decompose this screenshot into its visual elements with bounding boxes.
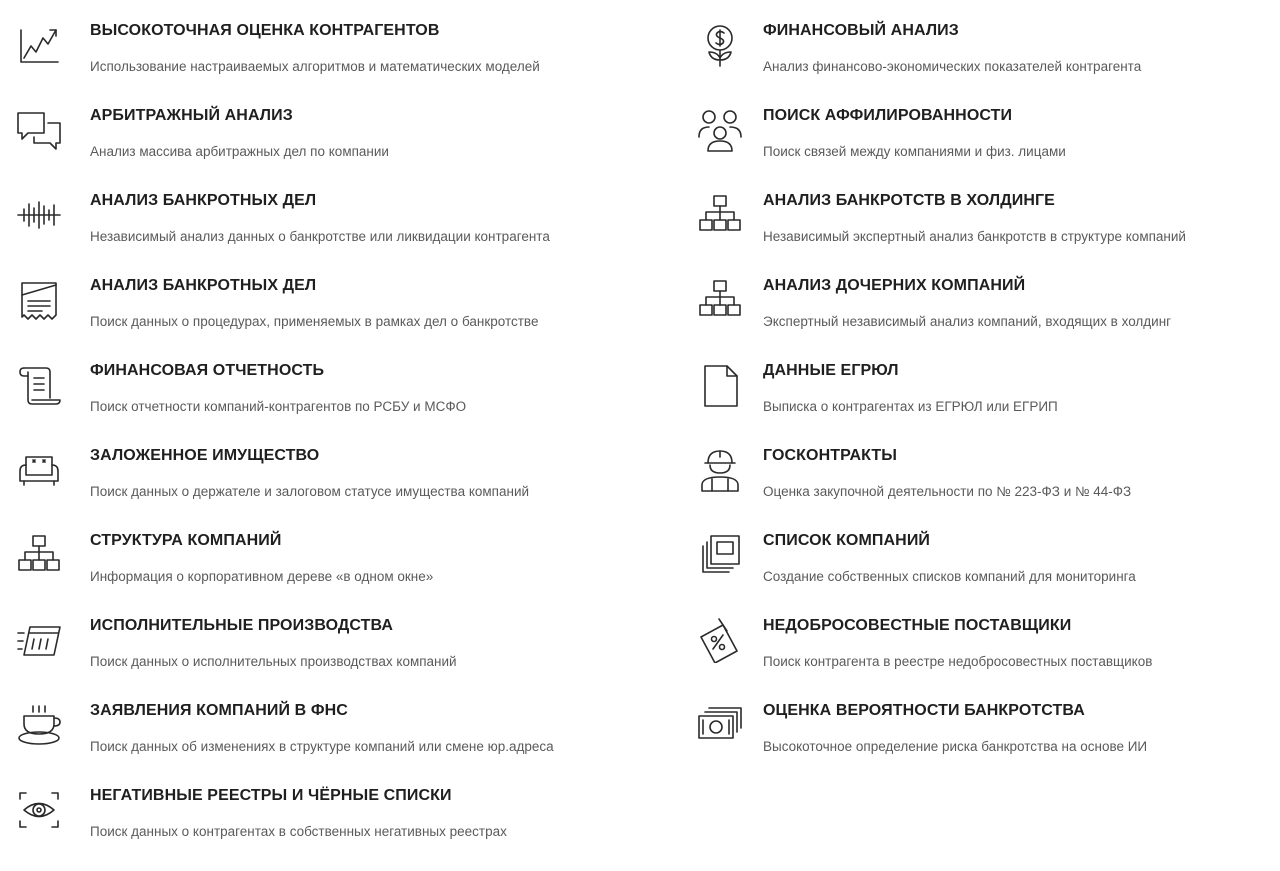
org-structure-icon [16, 532, 62, 578]
discount-tag-icon [697, 617, 743, 663]
feature-title: АНАЛИЗ БАНКРОТСТВ В ХОЛДИНГЕ [763, 192, 1055, 209]
feature-title: СТРУКТУРА КОМПАНИЙ [90, 532, 282, 549]
feature-title: ВЫСОКОТОЧНАЯ ОЦЕНКА КОНТРАГЕНТОВ [90, 22, 440, 39]
feature-title: ЗАЯВЛЕНИЯ КОМПАНИЙ В ФНС [90, 702, 348, 719]
feature-description: Оценка закупочной деятельности по № 223-ФЗ и № 44-ФЗ [763, 484, 1132, 499]
feature-title: ЗАЛОЖЕННОЕ ИМУЩЕСТВО [90, 447, 320, 464]
feature-title: ДАННЫЕ ЕГРЮЛ [763, 362, 899, 379]
feature-title: АНАЛИЗ ДОЧЕРНИХ КОМПАНИЙ [763, 277, 1026, 294]
people-group-icon [697, 107, 743, 153]
feature-title: АРБИТРАЖНЫЙ АНАЛИЗ [90, 107, 293, 124]
worker-helmet-icon [697, 447, 743, 493]
feature-title: ИСПОЛНИТЕЛЬНЫЕ ПРОИЗВОДСТВА [90, 617, 394, 634]
org-structure-icon [697, 277, 743, 323]
feature-description: Высокоточное определение риска банкротства на основе ИИ [763, 739, 1148, 754]
chat-bubbles-icon [16, 107, 62, 153]
feature-description: Поиск данных о исполнительных производствах компаний [90, 654, 457, 669]
coffee-cup-icon [16, 702, 62, 748]
feature-description: Информация о корпоративном дереве «в одном окне» [90, 569, 434, 584]
feature-title: ГОСКОНТРАКТЫ [763, 447, 898, 464]
feature-description: Независимый экспертный анализ банкротств в структуре компаний [763, 229, 1186, 244]
feature-title: ПОИСК АФФИЛИРОВАННОСТИ [763, 107, 1013, 124]
feature-description: Поиск данных о контрагентах в собственных негативных реестрах [90, 824, 507, 839]
feature-description: Поиск связей между компаниями и физ. лицами [763, 144, 1066, 159]
feature-description: Поиск данных об изменениях в структуре компаний или смене юр.адреса [90, 739, 554, 754]
feature-title: НЕДОБРОСОВЕСТНЫЕ ПОСТАВЩИКИ [763, 617, 1072, 634]
feature-description: Анализ массива арбитражных дел по компании [90, 144, 389, 159]
feature-title: ФИНАНСОВЫЙ АНАЛИЗ [763, 22, 959, 39]
feature-description: Использование настраиваемых алгоритмов и математических моделей [90, 59, 540, 74]
document-icon [697, 362, 743, 408]
cash-stack-icon [697, 702, 743, 748]
feature-title: АНАЛИЗ БАНКРОТНЫХ ДЕЛ [90, 192, 317, 209]
feature-description: Независимый анализ данных о банкротстве или ликвидации контрагента [90, 229, 550, 244]
feature-description: Поиск данных о процедурах, применяемых в рамках дел о банкротстве [90, 314, 539, 329]
eye-scan-icon [16, 787, 62, 833]
sofa-icon [16, 447, 62, 493]
feature-title: НЕГАТИВНЫЕ РЕЕСТРЫ И ЧЁРНЫЕ СПИСКИ [90, 787, 452, 804]
feature-description: Поиск контрагента в реестре недобросовестных поставщиков [763, 654, 1153, 669]
growth-chart-icon [16, 22, 62, 68]
feature-description: Поиск отчетности компаний-контрагентов по РСБУ и МСФО [90, 399, 467, 414]
feature-description: Выписка о контрагентах из ЕГРЮЛ или ЕГРИП [763, 399, 1058, 414]
feature-title: СПИСОК КОМПАНИЙ [763, 532, 931, 549]
feature-description: Экспертный независимый анализ компаний, входящих в холдинг [763, 314, 1172, 329]
stacked-pages-icon [697, 532, 743, 578]
torn-document-icon [16, 277, 62, 323]
feature-title: АНАЛИЗ БАНКРОТНЫХ ДЕЛ [90, 277, 317, 294]
feature-title: ОЦЕНКА ВЕРОЯТНОСТИ БАНКРОТСТВА [763, 702, 1085, 719]
feature-description: Анализ финансово-экономических показателей контрагента [763, 59, 1142, 74]
feature-description: Поиск данных о держателе и залоговом статусе имущества компаний [90, 484, 530, 499]
scroll-icon [16, 362, 62, 408]
waveform-icon [16, 192, 62, 238]
feature-description: Создание собственных списков компаний для мониторинга [763, 569, 1136, 584]
feature-title: ФИНАНСОВАЯ ОТЧЕТНОСТЬ [90, 362, 325, 379]
money-plant-icon [697, 22, 743, 68]
org-structure-icon [697, 192, 743, 238]
fast-calendar-icon [16, 617, 62, 663]
